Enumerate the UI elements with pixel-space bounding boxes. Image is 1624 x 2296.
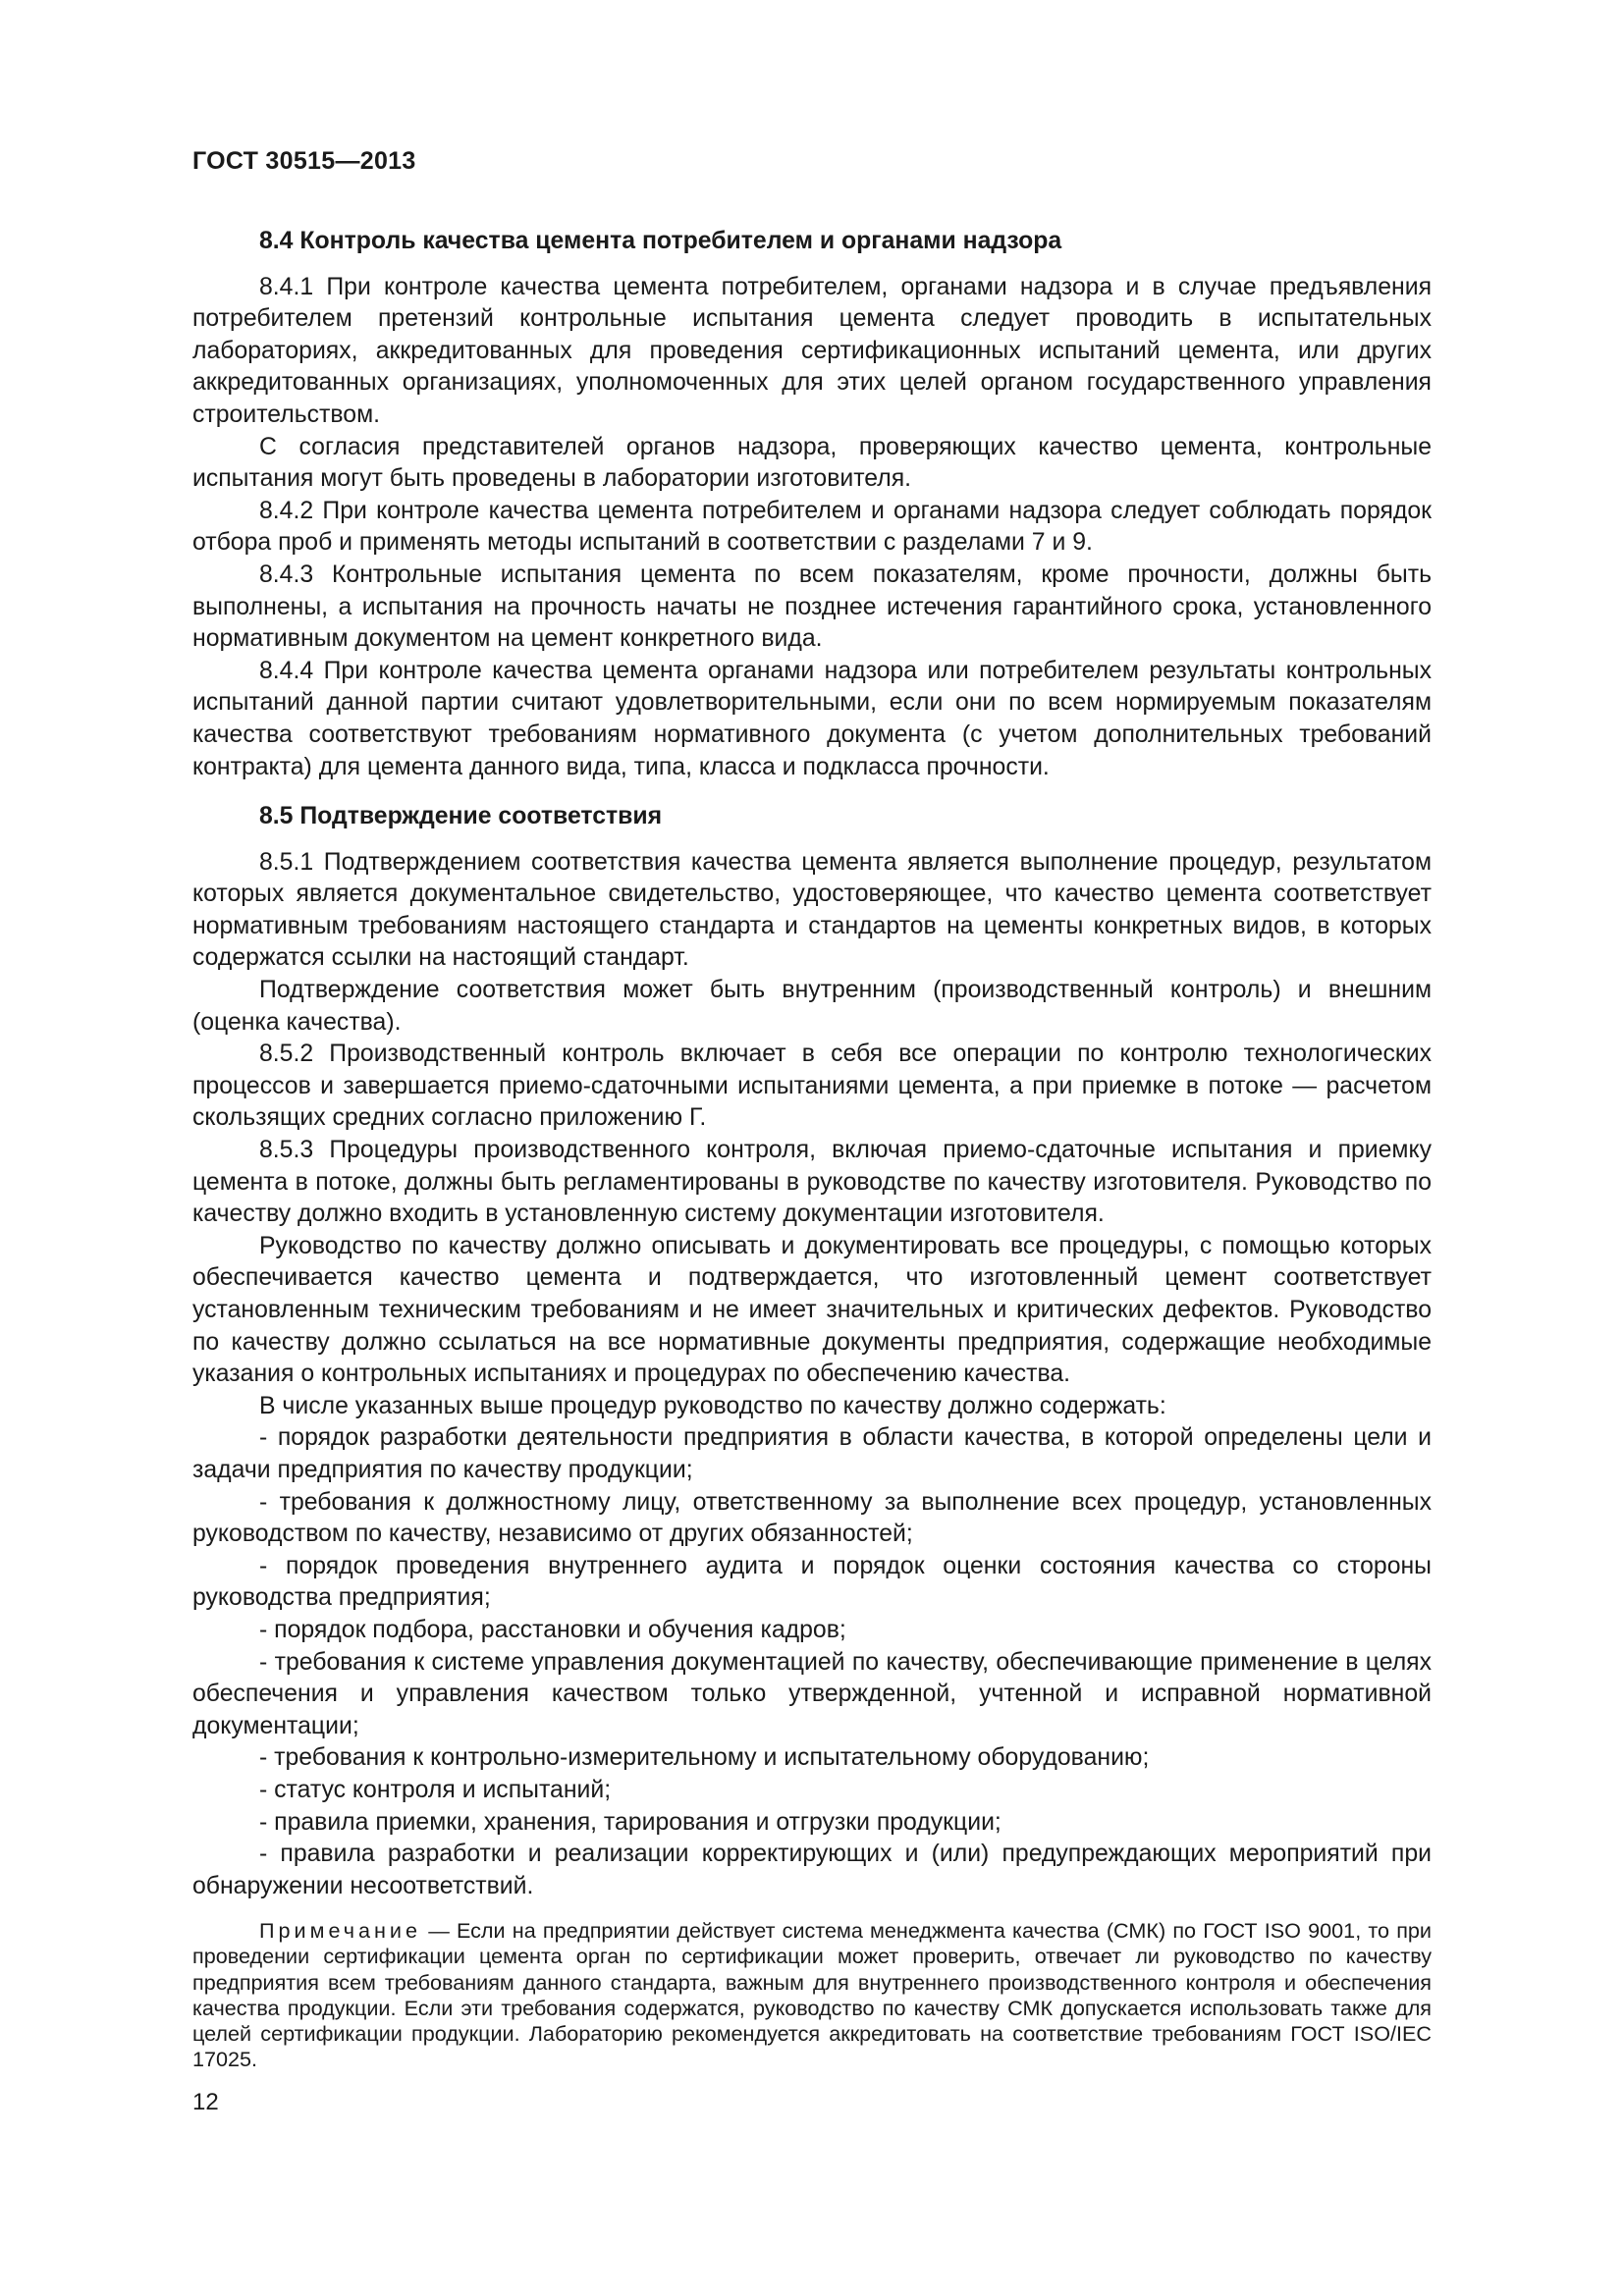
list-item: - требования к контрольно-измерительному и испытательному оборудованию;: [259, 1744, 1150, 1772]
document-header: ГОСТ 30515—2013: [192, 147, 416, 175]
paragraph: 8.4.1 При контроле качества цемента потребителем, органами надзора и в случае предъявления потребителем претензий контрольные испытания цемента следует проводить в испытательных лабораториях, аккредитованных для проведения сертификационных испытаний цемента, или других аккредитованных организациях, уполномоченных для этих целей органом государственного управления строительством.: [192, 273, 1432, 428]
note-text: — Если на предприятии действует система менеджмента качества (СМК) по ГОСТ ISO 9001, то при проведении сертификации цемента орган по сертификации может проверить, отвечает ли руководство по качеству предприятия всем требованиям данного стандарта, важным для внутреннего производственного контроля и обеспечения качества продукции. Если эти требования содержатся, руководство по качеству СМК допускается использовать также для целей сертификации продукции. Лабораторию рекомендуется аккредитовать на соответствие требованиям ГОСТ ISO/IEC 17025.: [192, 1918, 1432, 2072]
section-8-5: [192, 801, 1432, 1902]
document-body: [192, 226, 1432, 2073]
paragraph: 8.4.2 При контроле качества цемента потребителем и органами надзора следует соблюдать порядок отбора проб и применять методы испытаний в соответствии с разделами 7 и 9.: [192, 497, 1432, 557]
note: [192, 1918, 1432, 2072]
paragraph: Руководство по качеству должно описывать и документировать все процедуры, с помощью которых обеспечивается качество цемента и подтверждается, что изготовленный цемент соответствует установленным техническим требованиям и не имеет значительных и критических дефектов. Руководство по качеству должно ссылаться на все нормативные документы предприятия, содержащие необходимые указания о контрольных испытаниях и процедурах по обеспечению качества.: [192, 1232, 1432, 1388]
note-label: Примечание: [259, 1918, 421, 1944]
paragraph: С согласия представителей органов надзора, проверяющих качество цемента, контрольные испытания могут быть проведены в лаборатории изготовителя.: [192, 433, 1432, 493]
paragraph: 8.5.3 Процедуры производственного контроля, включая приемо-сдаточные испытания и приемку цемента в потоке, должны быть регламентированы в руководстве по качеству изготовителя. Руководство по качеству должно входить в установленную систему документации изготовителя.: [192, 1137, 1432, 1228]
list-item: - требования к системе управления документацией по качеству, обеспечивающие применение в целях обеспечения и управления качеством только утвержденной, учтенной и исправной нормативной документации;: [192, 1648, 1432, 1739]
paragraph: Подтверждение соответствия может быть внутренним (производственный контроль) и внешним (оценка качества).: [192, 977, 1432, 1036]
list-item: - правила приемки, хранения, тарирования и отгрузки продукции;: [259, 1808, 1001, 1836]
section-heading: 8.5 Подтверждение соответствия: [259, 803, 663, 830]
list-item: - требования к должностному лицу, ответственному за выполнение всех процедур, установленных руководством по качеству, независимо от других обязанностей;: [192, 1488, 1432, 1548]
paragraph: В числе указанных выше процедур руководство по качеству должно содержать:: [259, 1392, 1166, 1419]
list-item: - правила разработки и реализации корректирующих и (или) предупреждающих мероприятий при обнаружении несоответствий.: [192, 1841, 1432, 1899]
section-8-4: [192, 226, 1432, 783]
paragraph: 8.5.2 Производственный контроль включает в себя все операции по контролю технологических процессов и завершается приемо-сдаточными испытаниями цемента, а при приемке в потоке — расчетом скользящих средних согласно приложению Г.: [192, 1041, 1432, 1132]
paragraph: 8.5.1 Подтверждением соответствия качества цемента является выполнение процедур, результатом которых является документальное свидетельство, удостоверяющее, что качество цемента соответствует нормативным требованиям настоящего стандарта и стандартов на цементы конкретных видов, в которых содержатся ссылки на настоящий стандарт.: [192, 848, 1432, 972]
list-item: - статус контроля и испытаний;: [259, 1776, 612, 1803]
paragraph: 8.4.4 При контроле качества цемента органами надзора или потребителем результаты контрольных испытаний данной партии считают удовлетворительными, если они по всем нормируемым показателям качества соответствуют требованиям нормативного документа (с учетом дополнительных требований контракта) для цемента данного вида, типа, класса и подкласса прочности.: [192, 657, 1432, 780]
list-item: - порядок разработки деятельности предприятия в области качества, в которой определены цели и задачи предприятия по качеству продукции;: [192, 1424, 1432, 1483]
page-number: 12: [192, 2089, 219, 2115]
list-item: - порядок подбора, расстановки и обучения кадров;: [259, 1616, 846, 1643]
section-heading: 8.4 Контроль качества цемента потребителем и органами надзора: [259, 228, 1062, 254]
section-body: [192, 272, 1432, 784]
paragraph: 8.4.3 Контрольные испытания цемента по всем показателям, кроме прочности, должны быть выполнены, а испытания на прочность начаты не позднее истечения гарантийного срока, установленного нормативным документом на цемент конкретного вида.: [192, 561, 1432, 653]
list-item: - порядок проведения внутреннего аудита и порядок оценки состояния качества со стороны руководства предприятия;: [192, 1552, 1432, 1612]
section-body: [192, 847, 1432, 1903]
